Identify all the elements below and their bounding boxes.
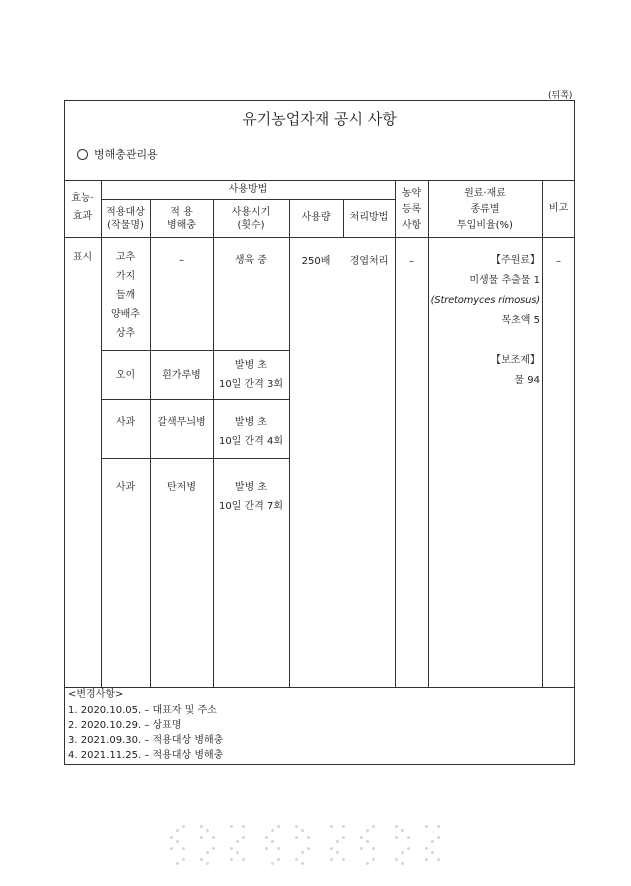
watermark-dot	[271, 862, 274, 865]
watermark-dot	[230, 825, 233, 828]
table-top-rule	[64, 180, 575, 181]
pest-cell-1: –	[179, 255, 184, 266]
header-bottom-rule	[64, 237, 575, 238]
usage-header-rule	[101, 199, 395, 200]
ingredients-organism: (Stretomyces rimosus)	[430, 295, 540, 306]
treatment-cell: 경엽처리	[349, 256, 389, 267]
watermark-dot	[425, 847, 428, 850]
watermark-dot	[395, 836, 398, 839]
watermark-dot	[271, 840, 274, 843]
watermark-dot	[336, 851, 339, 854]
category-label: 병해충관리용	[94, 148, 158, 161]
watermark-dot	[265, 836, 268, 839]
row-rule-1	[101, 350, 289, 351]
timing-cell-1: 생육 중	[234, 255, 268, 266]
ingredients-cell	[430, 251, 540, 391]
watermark-dot	[295, 825, 298, 828]
dotted-watermark	[170, 825, 440, 870]
watermark-dot	[395, 858, 398, 861]
header-ingredients: 원료·재료 종류별 투입비율(%)	[457, 188, 513, 231]
watermark-dot	[407, 836, 410, 839]
watermark-dot	[372, 858, 375, 861]
watermark-dot	[372, 847, 375, 850]
crop-cell-2: 오이	[115, 370, 136, 381]
timing-cell-2: 발병 초 10일 간격 3회	[218, 360, 284, 390]
crop-cell-1: 고추 가지 들깨 양배추 상추	[111, 252, 140, 339]
ingredients-main-item: 미생물 추출물 1	[469, 275, 540, 286]
watermark-dot	[277, 858, 280, 861]
ingredients-main-item2: 목초액 5	[501, 315, 540, 326]
ingredients-sub-item: 물 94	[514, 375, 540, 386]
pesticide-reg-cell: –	[409, 256, 414, 267]
pest-cell-2: 흰가루병	[162, 370, 201, 381]
ingredients-sub-label: 【보조제】	[491, 355, 540, 366]
watermark-dot	[401, 851, 404, 854]
amount-cell: 250배	[301, 256, 331, 267]
watermark-dot	[360, 836, 363, 839]
watermark-dot	[330, 858, 333, 861]
watermark-dot	[230, 858, 233, 861]
table-bottom-rule	[64, 687, 575, 688]
watermark-dot	[307, 836, 310, 839]
watermark-dot	[372, 825, 375, 828]
watermark-dot	[330, 825, 333, 828]
watermark-dot	[425, 858, 428, 861]
watermark-dot	[200, 836, 203, 839]
watermark-dot	[342, 836, 345, 839]
header-treatment: 처리방법	[349, 212, 389, 223]
watermark-dot	[230, 847, 233, 850]
watermark-dot	[206, 829, 209, 832]
watermark-dot	[242, 825, 245, 828]
watermark-dot	[342, 825, 345, 828]
header-target-pest: 적 용 병해충	[167, 207, 196, 231]
watermark-dot	[242, 858, 245, 861]
timing-cell-4: 발병 초 10일 간격 7회	[218, 482, 284, 512]
watermark-dot	[437, 836, 440, 839]
watermark-dot	[182, 825, 185, 828]
watermark-dot	[401, 829, 404, 832]
watermark-dot	[200, 825, 203, 828]
change-item-4: 4. 2021.11.25. – 적용대상 병해충	[68, 750, 224, 761]
header-timing: 사용시기 (횟수)	[231, 207, 271, 231]
remarks-cell: –	[556, 256, 561, 267]
watermark-dot	[236, 851, 239, 854]
watermark-dot	[395, 825, 398, 828]
category-radio	[77, 149, 88, 160]
crop-cell-3: 사과	[115, 417, 136, 428]
watermark-dot	[437, 825, 440, 828]
change-item-3: 3. 2021.09.30. – 적용대상 병해충	[68, 735, 224, 746]
header-pesticide-reg: 농약 등록 사항	[401, 188, 422, 231]
watermark-dot	[301, 851, 304, 854]
document-title: 유기농업자재 공시 사항	[242, 110, 397, 128]
watermark-dot	[301, 862, 304, 865]
col-rule-timing	[289, 199, 290, 687]
watermark-dot	[176, 829, 179, 832]
header-target-crop: 적용대상 (작물명)	[106, 207, 145, 231]
col-rule-crop	[150, 199, 151, 687]
row-rule-2	[101, 399, 289, 400]
pest-cell-4: 탄저병	[167, 482, 196, 493]
watermark-dot	[212, 836, 215, 839]
header-usage-method: 사용방법	[228, 184, 268, 195]
watermark-dot	[176, 862, 179, 865]
watermark-dot	[277, 825, 280, 828]
ingredients-main-label: 【주원료】	[491, 255, 540, 266]
watermark-dot	[307, 847, 310, 850]
watermark-dot	[265, 847, 268, 850]
watermark-dot	[330, 847, 333, 850]
header-amount: 사용량	[301, 212, 331, 223]
watermark-dot	[425, 825, 428, 828]
watermark-dot	[437, 858, 440, 861]
watermark-dot	[336, 840, 339, 843]
header-remarks: 비고	[548, 203, 569, 214]
watermark-dot	[277, 847, 280, 850]
pest-cell-3: 갈색무늬병	[157, 417, 206, 428]
watermark-dot	[295, 858, 298, 861]
change-item-2: 2. 2020.10.29. – 상표명	[68, 720, 182, 731]
header-efficacy: 효능· 효과	[71, 193, 94, 222]
timing-cell-3: 발병 초 10일 간격 4회	[218, 417, 284, 447]
changes-title: <변경사항>	[68, 689, 124, 700]
page-note: (뒤쪽)	[548, 91, 573, 101]
watermark-dot	[170, 836, 173, 839]
watermark-dot	[206, 851, 209, 854]
efficacy-cell: 표시	[72, 252, 93, 263]
watermark-dot	[206, 862, 209, 865]
watermark-dot	[431, 840, 434, 843]
watermark-dot	[301, 829, 304, 832]
change-item-1: 1. 2020.10.05. – 대표자 및 주소	[68, 705, 217, 716]
watermark-dot	[236, 840, 239, 843]
watermark-dot	[295, 836, 298, 839]
watermark-dot	[366, 862, 369, 865]
watermark-dot	[366, 829, 369, 832]
watermark-dot	[271, 829, 274, 832]
watermark-dot	[242, 836, 245, 839]
watermark-dot	[407, 847, 410, 850]
watermark-dot	[170, 847, 173, 850]
watermark-dot	[182, 858, 185, 861]
watermark-dot	[182, 847, 185, 850]
watermark-dot	[366, 840, 369, 843]
watermark-dot	[176, 840, 179, 843]
watermark-dot	[200, 858, 203, 861]
watermark-dot	[360, 847, 363, 850]
crop-cell-4: 사과	[115, 482, 136, 493]
watermark-dot	[401, 862, 404, 865]
watermark-dot	[431, 851, 434, 854]
watermark-dot	[212, 847, 215, 850]
row-rule-3	[101, 458, 289, 459]
watermark-dot	[342, 858, 345, 861]
col-rule-pesticide	[428, 180, 429, 687]
